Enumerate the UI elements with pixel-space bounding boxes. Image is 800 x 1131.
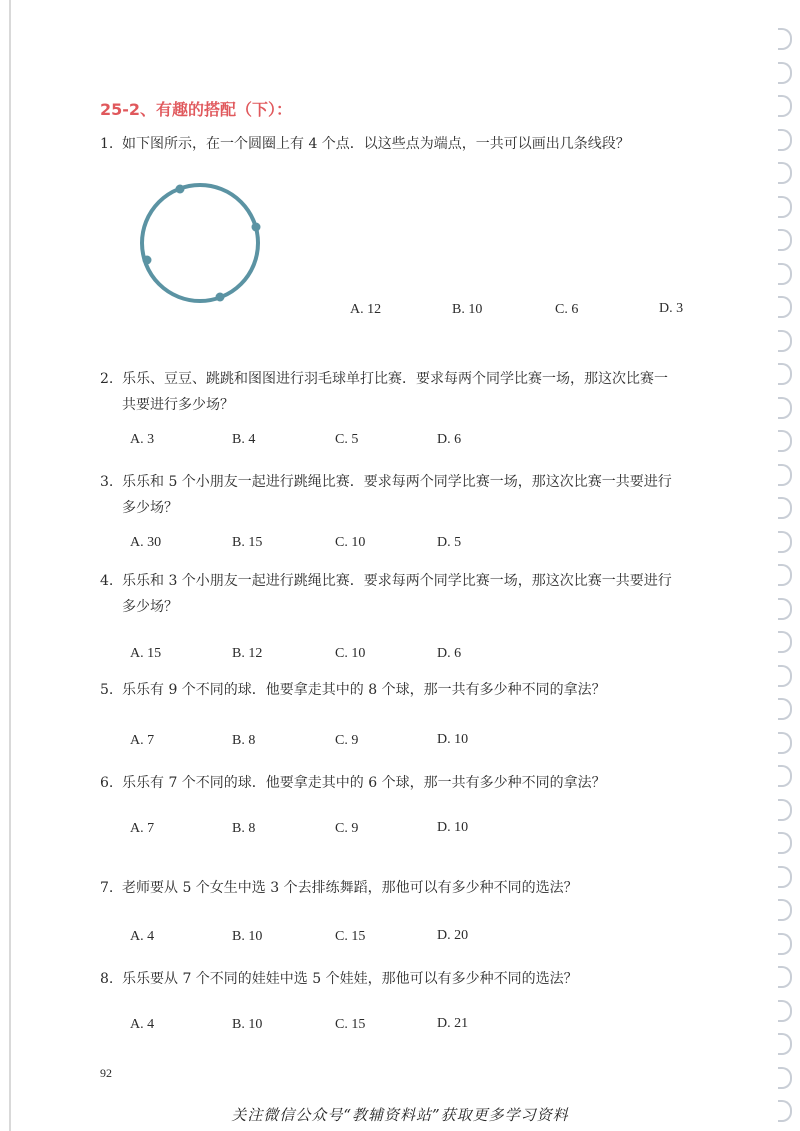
binding-ring (778, 196, 792, 218)
binding-ring (778, 95, 792, 117)
option-a[interactable]: A. 12 (350, 302, 382, 317)
binding-ring (778, 1067, 792, 1089)
point-4 (216, 293, 225, 302)
binding-ring (778, 1033, 792, 1055)
option-b[interactable]: B. 4 (232, 432, 256, 447)
binding-ring (778, 732, 792, 754)
binding-ring (778, 129, 792, 151)
option-a[interactable]: A. 4 (130, 929, 155, 944)
option-c[interactable]: C. 9 (335, 821, 359, 836)
binding-ring (778, 296, 792, 318)
binding-ring (778, 1000, 792, 1022)
binding-ring (778, 832, 792, 854)
option-b[interactable]: B. 15 (232, 535, 263, 550)
option-b[interactable]: B. 10 (232, 929, 263, 944)
question-number: 2. (100, 371, 114, 387)
option-d[interactable]: D. 5 (437, 535, 462, 550)
binding-ring (778, 430, 792, 452)
binding-ring (778, 631, 792, 653)
question-number: 8. (100, 971, 114, 987)
binding-ring (778, 765, 792, 787)
question-text-continued: 共要进行多少场？ (122, 397, 234, 413)
question-text: 乐乐要从 7 个不同的娃娃中选 5 个娃娃，那他可以有多少种不同的选法？ (122, 971, 578, 987)
question-1 (100, 131, 720, 157)
question-text: 乐乐和 5 个小朋友一起进行跳绳比赛．要求每两个同学比赛一场，那这次比赛一共要进行 (122, 474, 672, 490)
binding-ring (778, 162, 792, 184)
question-text: 乐乐、豆豆、跳跳和图图进行羽毛球单打比赛．要求每两个同学比赛一场，那这次比赛一 (122, 371, 668, 387)
binding-ring (778, 564, 792, 586)
option-a[interactable]: A. 7 (130, 821, 155, 836)
binding-ring (778, 698, 792, 720)
question-3 (100, 469, 720, 521)
option-b[interactable]: B. 10 (232, 1017, 263, 1032)
question-number: 5. (100, 682, 114, 698)
option-d[interactable]: D. 10 (437, 820, 469, 835)
option-c[interactable]: C. 9 (335, 733, 359, 748)
binding-ring (778, 397, 792, 419)
section-title: 25-2、有趣的搭配（下）： (100, 100, 293, 119)
option-c[interactable]: C. 6 (555, 302, 579, 317)
binding-ring (778, 531, 792, 553)
spiral-binding (770, 0, 800, 1131)
circle-with-points-figure (138, 180, 268, 310)
option-d[interactable]: D. 20 (437, 928, 469, 943)
binding-ring (778, 598, 792, 620)
option-b[interactable]: B. 8 (232, 733, 256, 748)
point-3 (143, 256, 152, 265)
option-a[interactable]: A. 15 (130, 646, 162, 661)
option-c[interactable]: C. 15 (335, 1017, 366, 1032)
question-text-continued: 多少场？ (122, 500, 178, 516)
binding-ring (778, 966, 792, 988)
question-4 (100, 568, 720, 620)
page-edge (9, 0, 11, 1131)
question-number: 4. (100, 573, 114, 589)
binding-ring (778, 62, 792, 84)
option-d[interactable]: D. 6 (437, 432, 462, 447)
option-c[interactable]: C. 10 (335, 646, 366, 661)
question-6 (100, 770, 720, 796)
question-8 (100, 966, 720, 992)
binding-ring (778, 464, 792, 486)
option-b[interactable]: B. 8 (232, 821, 256, 836)
binding-ring (778, 229, 792, 251)
question-text-continued: 多少场？ (122, 599, 178, 615)
point-1 (176, 185, 185, 194)
question-text: 如下图所示，在一个圆圈上有 4 个点．以这些点为端点，一共可以画出几条线段？ (122, 136, 630, 152)
question-number: 3. (100, 474, 114, 490)
option-a[interactable]: A. 30 (130, 535, 162, 550)
option-a[interactable]: A. 4 (130, 1017, 155, 1032)
option-c[interactable]: C. 15 (335, 929, 366, 944)
binding-ring (778, 263, 792, 285)
option-d[interactable]: D. 10 (437, 732, 469, 747)
binding-ring (778, 665, 792, 687)
footer-note: 关注微信公众号“教辅资料站”获取更多学习资料 (231, 1106, 569, 1124)
question-7 (100, 875, 720, 901)
question-text: 乐乐有 9 个不同的球．他要拿走其中的 8 个球，那一共有多少种不同的拿法？ (122, 682, 606, 698)
option-c[interactable]: C. 5 (335, 432, 359, 447)
option-c[interactable]: C. 10 (335, 535, 366, 550)
option-b[interactable]: B. 12 (232, 646, 263, 661)
option-d[interactable]: D. 6 (437, 646, 462, 661)
binding-ring (778, 363, 792, 385)
point-2 (252, 223, 261, 232)
question-text: 乐乐和 3 个小朋友一起进行跳绳比赛．要求每两个同学比赛一场，那这次比赛一共要进行 (122, 573, 672, 589)
binding-ring (778, 899, 792, 921)
option-d[interactable]: D. 3 (659, 301, 684, 316)
option-d[interactable]: D. 21 (437, 1016, 469, 1031)
binding-ring (778, 497, 792, 519)
circle (142, 185, 258, 301)
binding-ring (778, 799, 792, 821)
question-number: 6. (100, 775, 114, 791)
option-b[interactable]: B. 10 (452, 302, 483, 317)
question-5 (100, 677, 720, 703)
binding-ring (778, 28, 792, 50)
question-2 (100, 366, 720, 418)
binding-ring (778, 866, 792, 888)
binding-ring (778, 933, 792, 955)
question-text: 乐乐有 7 个不同的球．他要拿走其中的 6 个球，那一共有多少种不同的拿法？ (122, 775, 606, 791)
page-number: 92 (100, 1066, 112, 1080)
question-number: 7. (100, 880, 114, 896)
option-a[interactable]: A. 7 (130, 733, 155, 748)
question-text: 老师要从 5 个女生中选 3 个去排练舞蹈，那他可以有多少种不同的选法？ (122, 880, 578, 896)
binding-ring (778, 330, 792, 352)
question-number: 1. (100, 136, 114, 152)
option-a[interactable]: A. 3 (130, 432, 155, 447)
